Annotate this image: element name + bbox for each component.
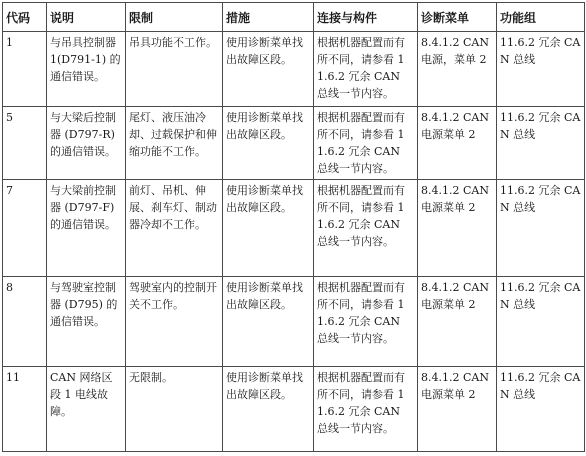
action-cell xyxy=(223,32,314,107)
code-text: 5 xyxy=(6,111,13,124)
menu-cell xyxy=(418,277,497,367)
header-description: 说明 xyxy=(47,3,126,32)
code-cell xyxy=(3,32,47,107)
group-cell xyxy=(497,32,585,107)
action-cell xyxy=(223,277,314,367)
connection-cell xyxy=(314,367,418,452)
description-text: 与吊具控制器 1(D791-1) 的通信错误。 xyxy=(50,36,121,83)
menu-cell xyxy=(418,107,497,180)
menu-text: 8.4.1.2 CAN 电源菜单 2 xyxy=(421,281,489,311)
header-limitation: 限制 xyxy=(126,3,223,32)
limitation-text: 前灯、吊机、伸展、刹车灯、制动器冷却不工作。 xyxy=(129,184,217,231)
header-action: 措施 xyxy=(223,3,314,32)
menu-text: 8.4.1.2 CAN 电源，菜单 2 xyxy=(421,36,489,66)
table-header-row xyxy=(3,3,585,32)
group-cell xyxy=(497,107,585,180)
menu-cell xyxy=(418,32,497,107)
code-text: 1 xyxy=(6,36,13,49)
menu-text: 8.4.1.2 CAN 电源菜单 2 xyxy=(421,184,489,214)
connection-cell xyxy=(314,180,418,277)
action-cell xyxy=(223,180,314,277)
action-text: 使用诊断菜单找出故障区段。 xyxy=(226,111,303,141)
limitation-text: 无限制。 xyxy=(129,371,173,384)
connection-cell xyxy=(314,277,418,367)
limitation-cell xyxy=(126,32,223,107)
limitation-cell xyxy=(126,180,223,277)
group-text: 11.6.2 冗余 CAN 总线 xyxy=(500,111,581,141)
action-text: 使用诊断菜单找出故障区段。 xyxy=(226,281,303,311)
table-row xyxy=(3,107,585,180)
limitation-cell xyxy=(126,277,223,367)
group-text: 11.6.2 冗余 CAN 总线 xyxy=(500,371,581,401)
limitation-cell xyxy=(126,367,223,452)
description-cell xyxy=(47,180,126,277)
code-cell xyxy=(3,277,47,367)
code-text: 8 xyxy=(6,281,13,294)
code-cell xyxy=(3,367,47,452)
limitation-text: 吊具功能不工作。 xyxy=(129,36,217,49)
group-text: 11.6.2 冗余 CAN 总线 xyxy=(500,184,581,214)
code-cell xyxy=(3,107,47,180)
code-cell xyxy=(3,180,47,277)
group-text: 11.6.2 冗余 CAN 总线 xyxy=(500,281,581,311)
limitation-text: 尾灯、液压油冷却、过载保护和伸缩功能不工作。 xyxy=(129,111,217,158)
menu-cell xyxy=(418,367,497,452)
description-text: 与大梁前控制器 (D797-F) 的通信错误。 xyxy=(50,184,116,231)
header-code: 代码 xyxy=(3,3,47,32)
header-connection: 连接与构件 xyxy=(314,3,418,32)
code-text: 11 xyxy=(6,371,20,384)
description-text: 与驾驶室控制器 (D795) 的通信错误。 xyxy=(50,281,118,328)
description-cell xyxy=(47,32,126,107)
group-cell xyxy=(497,367,585,452)
connection-text: 根据机器配置而有所不同，请参看 11.6.2 冗余 CAN 总线一节内容。 xyxy=(317,281,405,345)
limitation-cell xyxy=(126,107,223,180)
error-code-table xyxy=(2,2,585,452)
table-row xyxy=(3,32,585,107)
description-cell xyxy=(47,107,126,180)
description-cell xyxy=(47,367,126,452)
header-diagnostic-menu: 诊断菜单 xyxy=(418,3,497,32)
connection-text: 根据机器配置而有所不同，请参看 11.6.2 冗余 CAN 总线一节内容。 xyxy=(317,371,405,435)
group-cell xyxy=(497,180,585,277)
table-row xyxy=(3,367,585,452)
action-cell xyxy=(223,107,314,180)
group-text: 11.6.2 冗余 CAN 总线 xyxy=(500,36,581,66)
connection-text: 根据机器配置而有所不同，请参看 11.6.2 冗余 CAN 总线一节内容。 xyxy=(317,184,405,248)
connection-cell xyxy=(314,107,418,180)
header-function-group: 功能组 xyxy=(497,3,585,32)
menu-text: 8.4.1.2 CAN 电源菜单 2 xyxy=(421,111,489,141)
menu-cell xyxy=(418,180,497,277)
limitation-text: 驾驶室内的控制开关不工作。 xyxy=(129,281,217,311)
table-row xyxy=(3,277,585,367)
code-text: 7 xyxy=(6,184,13,197)
group-cell xyxy=(497,277,585,367)
table-row xyxy=(3,180,585,277)
connection-cell xyxy=(314,32,418,107)
action-text: 使用诊断菜单找出故障区段。 xyxy=(226,371,303,401)
description-cell xyxy=(47,277,126,367)
description-text: 与大梁后控制器 (D797-R) 的通信错误。 xyxy=(50,111,116,158)
action-text: 使用诊断菜单找出故障区段。 xyxy=(226,36,303,66)
menu-text: 8.4.1.2 CAN 电源菜单 2 xyxy=(421,371,489,401)
description-text: CAN 网络区段 1 电线故障。 xyxy=(50,371,113,418)
action-text: 使用诊断菜单找出故障区段。 xyxy=(226,184,303,214)
action-cell xyxy=(223,367,314,452)
connection-text: 根据机器配置而有所不同，请参看 11.6.2 冗余 CAN 总线一节内容。 xyxy=(317,36,405,100)
connection-text: 根据机器配置而有所不同，请参看 11.6.2 冗余 CAN 总线一节内容。 xyxy=(317,111,405,175)
